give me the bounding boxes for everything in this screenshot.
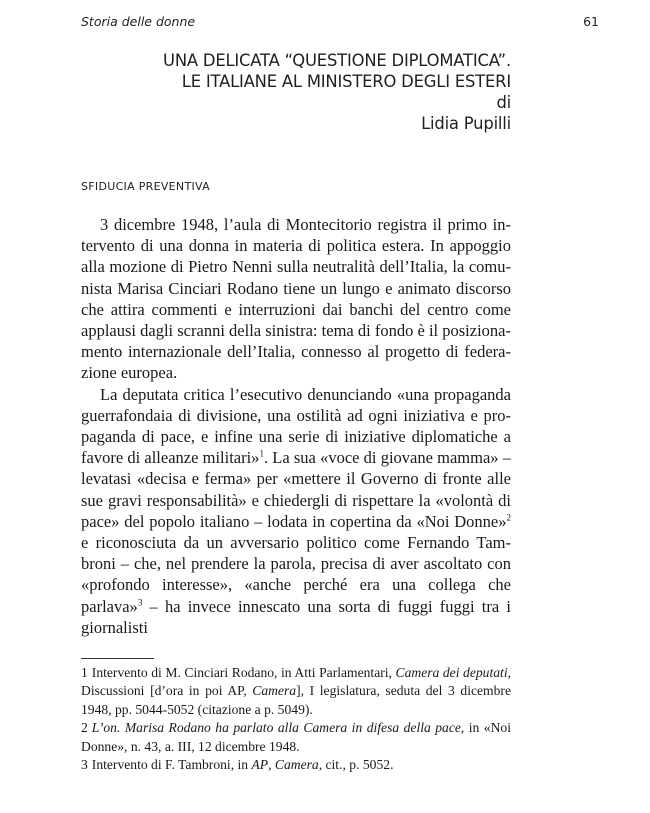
paragraph-2-part-a: La deputata critica l’esecutivo denunciando «una propaganda guerrafondaia di divisione, una ostilità ad ogni iniziativa e propaganda di pace, e infine una serie di iniziative diplomatiche a favore di alleanze militari» bbox=[81, 384, 511, 468]
article-title-line-1: UNA DELICATA “QUESTIONE DIPLOMATICA”. bbox=[163, 51, 511, 70]
paragraph-2-part-d: – ha invece innescato una sorta di fuggi fuggi tra i giornalisti bbox=[81, 596, 511, 637]
page-number: 61 bbox=[583, 14, 599, 29]
byline-di: di bbox=[496, 93, 511, 112]
footnote-3-text-e: , cit., p. 5052. bbox=[318, 757, 394, 773]
footnote-1-number: 1 bbox=[81, 665, 88, 680]
footnote-1-text-c: Discussioni [d’ora in poi AP, bbox=[81, 683, 253, 699]
footnote-2 bbox=[81, 719, 511, 756]
footnote-3 bbox=[81, 756, 511, 774]
footnote-3-italic-d: Camera bbox=[274, 757, 319, 773]
footnote-1-italic-d: Camera bbox=[252, 683, 297, 699]
paragraph-1: 3 dicembre 1948, l’aula di Montecitorio registra il primo intervento di una donna in materia di politica estera. In appoggio alla mozione di Pietro Nenni sulla neutralità dell’Italia, la comunista Marisa Cinciari Rodano tiene un lungo e animato discorso che attira commenti e interruzioni dai banchi del centro come applausi dagli scranni della sinistra: tema di fondo è il posizionamento internazionale dell’Italia, connesso al progetto di federazione europea. bbox=[81, 215, 511, 383]
footnote-2-number: 2 bbox=[81, 720, 88, 736]
footnote-ref-3[interactable]: 3 bbox=[137, 597, 143, 608]
footnote-3-number: 3 bbox=[81, 757, 88, 773]
footnote-3-italic-b: AP bbox=[251, 757, 269, 773]
paragraph-2 bbox=[81, 384, 511, 638]
article-title-line-2: LE ITALIANE AL MINISTERO DEGLI ESTERI bbox=[181, 72, 511, 91]
article-title-block bbox=[81, 50, 511, 134]
footnote-2-text-b: , in «Noi Donne», n. 43, a. III, 12 dicembre 1948. bbox=[81, 720, 511, 754]
footnote-3-text-a: Intervento di F. Tambroni, in bbox=[91, 757, 252, 773]
footnote-2-italic-a: L’on. Marisa Rodano ha parlato alla Camera in difesa della pace bbox=[91, 720, 461, 736]
paragraph-2-part-c: e riconosciuta da un avversario politico come Fernando Tambroni – che, nel prendere la parola, precisa di aver ascoltato con «profondo interesse», «anche perché era una collega che parlava» bbox=[81, 533, 511, 616]
footnote-3-text-c: , bbox=[268, 757, 275, 773]
footnote-1 bbox=[81, 664, 511, 719]
footnote-1-text-e: ], I legislatura, seduta del 3 dicembre 1948, pp. 5044-5052 (citazione a p. 5049). bbox=[81, 683, 511, 717]
footnote-1-italic-b: Camera dei deputati, bbox=[395, 665, 511, 680]
running-title: Storia delle donne bbox=[81, 14, 196, 29]
footnote-ref-2[interactable]: 2 bbox=[506, 512, 511, 523]
paragraph-2-part-b: . La sua «voce di giovane mamma» – levatasi «decisa e ferma» per «mettere il Governo di fronte alle sue gravi responsabilità» e chiedergli di rispettare la «volontà di pace» del popolo italiano – lodata in copertina da «Noi Donne» bbox=[81, 448, 511, 531]
author-name: Lidia Pupilli bbox=[421, 114, 511, 133]
footnotes bbox=[81, 664, 511, 774]
body-text bbox=[81, 214, 511, 638]
footnote-1-text-a: Intervento di M. Cinciari Rodano, in Atti Parlamentari, bbox=[91, 665, 396, 680]
footnote-divider bbox=[81, 658, 154, 659]
footnote-ref-1[interactable]: 1 bbox=[259, 448, 264, 459]
section-heading: SFIDUCIA PREVENTIVA bbox=[81, 180, 210, 193]
